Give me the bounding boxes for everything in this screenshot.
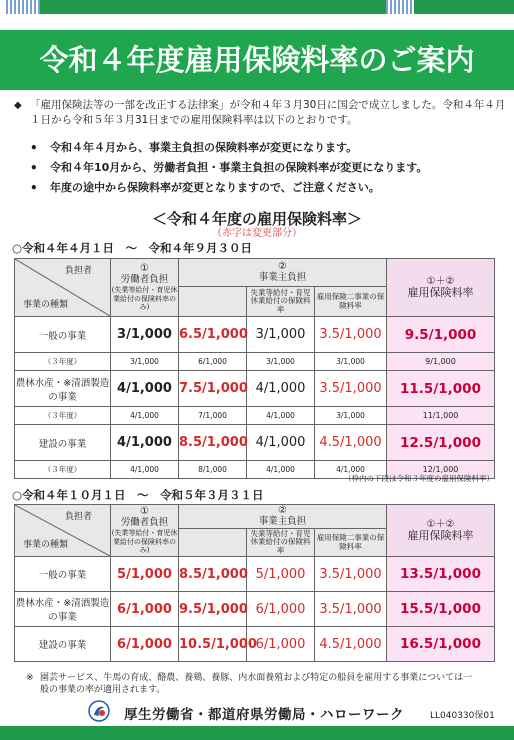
header-col4: 雇用保険二事業の保険料率 bbox=[315, 529, 387, 557]
table-row-previous-year: （３年度） 4/1,000 8/1,000 4/1,000 4/1,000 12/1,000 bbox=[15, 461, 495, 479]
footnote-text: 園芸サービス、牛馬の育成、酪農、養鶏、養豚、内水面養殖および特定の船員を雇用する事業については一般の事業の率が適用されます。 bbox=[40, 673, 473, 695]
table-row: 建設の事業 6/1,000 10.5/1,000 6/1,000 4.5/1,000 16.5/1,000 bbox=[15, 627, 495, 662]
header-payer: 負担者 bbox=[64, 512, 92, 522]
footer-organization: 厚生労働省・都道府県労働局・ハローワーク bbox=[124, 707, 404, 723]
header-col2: ② 事業主負担 bbox=[179, 259, 387, 287]
list-item: • 令和４年４月から、事業主負担の保険料率が変更になります。 bbox=[30, 138, 500, 158]
mhlw-logo-icon bbox=[88, 700, 110, 722]
header-col2-blank bbox=[179, 287, 247, 317]
section-title: ＜令和４年度の雇用保険料率＞ bbox=[151, 210, 362, 228]
table-row: 建設の事業 4/1,000 8.5/1,000 4/1,000 4.5/1,000 12.5/1,000 bbox=[15, 425, 495, 461]
top-hatch-decoration-right bbox=[386, 0, 414, 14]
bottom-green-bar bbox=[0, 726, 514, 740]
table-row: 農林水産・※清酒製造の事業 6/1,000 9.5/1,000 6/1,000 3.5/1,000 15.5/1,000 bbox=[15, 592, 495, 627]
table-note: （枠内の下段は令和３年度の雇用保険料率） bbox=[344, 474, 494, 483]
table-row: 農林水産・※清酒製造の事業 4/1,000 7.5/1,000 4/1,000 3.5/1,000 11.5/1,000 bbox=[15, 371, 495, 407]
header-diagonal-cell bbox=[15, 259, 111, 317]
header-col1: ① 労働者負担 (失業等給付・育児休業給付の保険料率のみ) bbox=[111, 505, 179, 557]
diamond-icon: ◆ bbox=[14, 100, 22, 111]
document-code: LL040330保01 bbox=[430, 711, 495, 721]
rate-table-period1 bbox=[14, 258, 495, 479]
intro-paragraph bbox=[14, 98, 506, 128]
header-col5: ①＋② 雇用保険料率 bbox=[387, 259, 495, 317]
top-decoration-bar bbox=[0, 0, 514, 26]
list-item: • 年度の途中から保険料率が変更となりますので、ご注意ください。 bbox=[30, 178, 500, 198]
header-col2-blank bbox=[179, 529, 247, 557]
table-row-previous-year: （３年度） 4/1,000 7/1,000 4/1,000 3/1,000 11/1,000 bbox=[15, 407, 495, 425]
list-item: • 令和４年10月から、労働者負担・事業主負担の保険料率が変更になります。 bbox=[30, 158, 500, 178]
header-diagonal-cell bbox=[15, 505, 111, 557]
intro-text: 「雇用保険法等の一部を改正する法律案」が令和４年３月30日に国会で成立しました。令和４年４月１日から令和５年３月31日までの雇用保険料率は以下のとおりです。 bbox=[30, 99, 506, 126]
header-payer: 負担者 bbox=[64, 266, 92, 276]
section-subtitle: （赤字は変更部分） bbox=[212, 228, 302, 239]
period2-label: ○令和４年１０月１日 ～ 令和５年３月３１日 bbox=[12, 488, 264, 502]
header-col3: 失業等給付・育児休業給付の保険料率 bbox=[247, 529, 315, 557]
header-col1: ① 労働者負担 (失業等給付・育児休業給付の保険料率のみ) bbox=[111, 259, 179, 317]
header-col4: 雇用保険二事業の保険料率 bbox=[315, 287, 387, 317]
key-points-list bbox=[30, 138, 500, 198]
header-col5: ①＋② 雇用保険料率 bbox=[387, 505, 495, 557]
period1-label: ○令和４年４月１日 ～ 令和４年９月３０日 bbox=[12, 241, 253, 255]
top-green-stripe bbox=[40, 0, 386, 14]
table-row-previous-year: （３年度） 3/1,000 6/1,000 3/1,000 3/1,000 9/1,000 bbox=[15, 353, 495, 371]
page-title: 令和４年度雇用保険料率のご案内 bbox=[0, 30, 514, 90]
table-row: 一般の事業 5/1,000 8.5/1,000 5/1,000 3.5/1,000 13.5/1,000 bbox=[15, 557, 495, 592]
header-col3: 失業等給付・育児休業給付の保険料率 bbox=[247, 287, 315, 317]
table-row: 一般の事業 3/1,000 6.5/1,000 3/1,000 3.5/1,000 9.5/1,000 bbox=[15, 317, 495, 353]
rate-table-period2 bbox=[14, 504, 495, 662]
top-hatch-decoration bbox=[6, 0, 40, 14]
header-business-type: 事業の種類 bbox=[23, 540, 69, 550]
header-business-type: 事業の種類 bbox=[23, 300, 69, 310]
top-green-stripe-right bbox=[414, 0, 514, 14]
footnote: ※ 園芸サービス、牛馬の育成、酪農、養鶏、養豚、内水面養殖および特定の船員を雇用する事業については一般の事業の率が適用されます。 bbox=[26, 673, 473, 695]
header-col2: ② 事業主負担 bbox=[179, 505, 387, 529]
